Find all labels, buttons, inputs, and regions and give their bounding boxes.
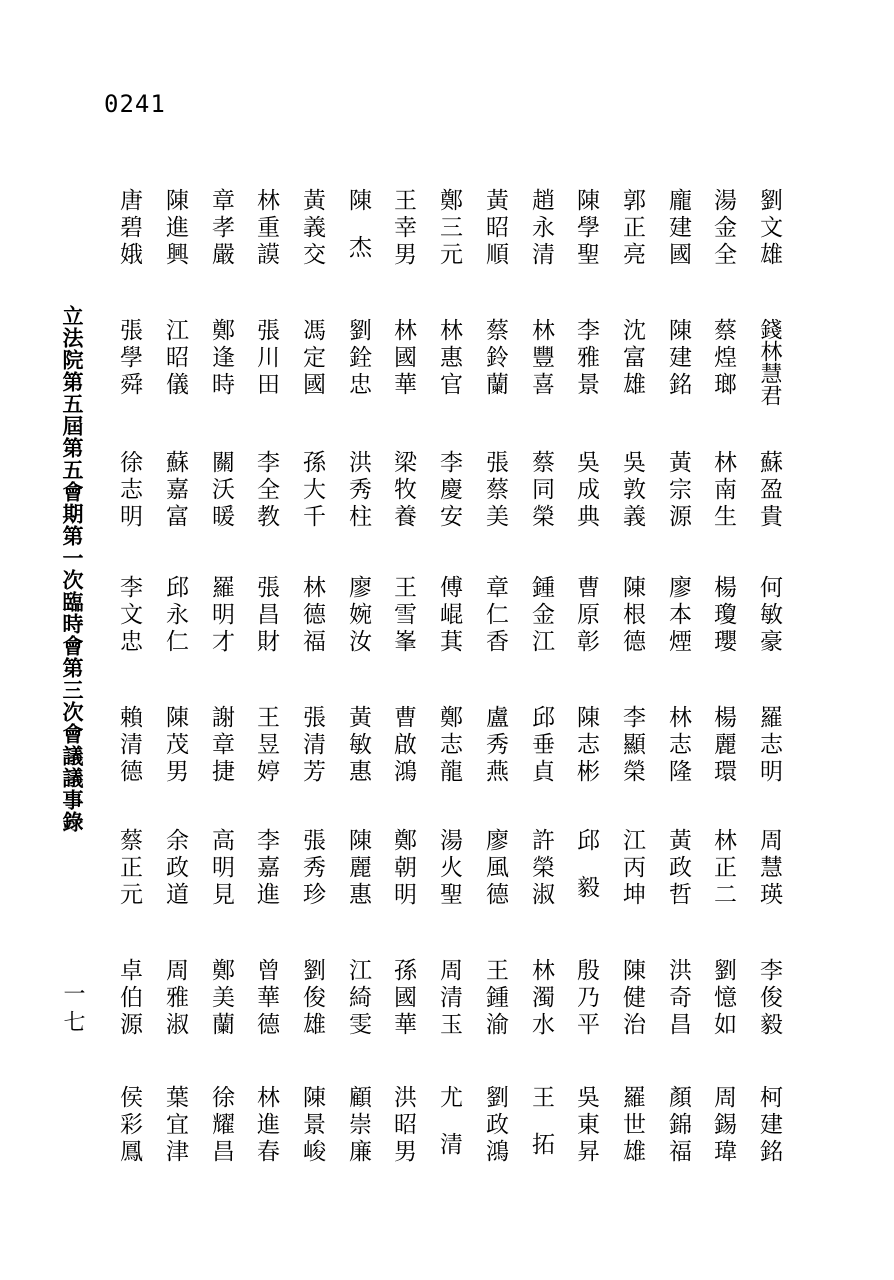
legislator-name: 鄭志龍 [436, 705, 462, 786]
legislator-name: 林志隆 [665, 705, 691, 786]
legislator-name: 李全教 [253, 450, 279, 531]
legislator-name: 王拓 [528, 1085, 554, 1179]
legislator-name: 曹啟鴻 [390, 705, 416, 786]
legislator-name: 林豐喜 [528, 318, 554, 399]
legislator-name: 洪秀柱 [345, 450, 371, 531]
legislator-name: 周清玉 [436, 958, 462, 1039]
legislator-name: 蔡同榮 [528, 450, 554, 531]
legislator-name: 吳東昇 [573, 1085, 599, 1166]
legislator-name: 龐建國 [665, 188, 691, 269]
legislator-name: 陳建銘 [665, 318, 691, 399]
legislator-name: 王幸男 [390, 188, 416, 269]
legislator-name: 江昭儀 [162, 318, 188, 399]
legislator-name: 林南生 [710, 450, 736, 531]
legislator-name: 錢林慧君 [757, 318, 782, 406]
legislator-name: 張秀珍 [299, 828, 325, 909]
legislator-name: 黃義交 [299, 188, 325, 269]
legislator-name: 何敏豪 [756, 575, 782, 656]
legislator-name: 陳麗惠 [345, 828, 371, 909]
legislator-name: 馮定國 [299, 318, 325, 399]
legislator-name: 邱毅 [573, 828, 599, 922]
legislator-name: 侯彩鳳 [116, 1085, 142, 1166]
legislator-name: 李文忠 [116, 575, 142, 656]
legislator-name: 林德福 [299, 575, 325, 656]
legislator-name: 吳敦義 [619, 450, 645, 531]
legislator-name: 蘇盈貴 [756, 450, 782, 531]
legislator-name: 尤清 [436, 1085, 462, 1179]
legislator-name: 羅世雄 [619, 1085, 645, 1166]
legislator-name: 郭正亮 [619, 188, 645, 269]
legislator-name: 劉政鴻 [482, 1085, 508, 1166]
legislator-name: 蔡煌瑯 [710, 318, 736, 399]
legislator-name: 張學舜 [116, 318, 142, 399]
legislator-name: 鄭朝明 [390, 828, 416, 909]
legislator-name: 林濁水 [528, 958, 554, 1039]
legislator-name: 李顯榮 [619, 705, 645, 786]
legislator-name: 陳根德 [619, 575, 645, 656]
legislator-name: 林重謨 [253, 188, 279, 269]
legislator-name: 陳健治 [619, 958, 645, 1039]
legislator-name: 陳進興 [162, 188, 188, 269]
legislator-name: 許榮淑 [528, 828, 554, 909]
legislator-name: 張川田 [253, 318, 279, 399]
legislator-name: 湯火聖 [436, 828, 462, 909]
legislator-name: 蔡正元 [116, 828, 142, 909]
legislator-name: 廖本煙 [665, 575, 691, 656]
legislator-name: 顏錦福 [665, 1085, 691, 1166]
legislator-name: 殷乃平 [573, 958, 599, 1039]
legislator-name: 張蔡美 [482, 450, 508, 531]
legislator-name: 王昱婷 [253, 705, 279, 786]
legislator-name: 余政道 [162, 828, 188, 909]
legislator-name: 黃宗源 [665, 450, 691, 531]
legislator-name: 黃敏惠 [345, 705, 371, 786]
legislator-name: 洪奇昌 [665, 958, 691, 1039]
legislator-name: 張昌財 [253, 575, 279, 656]
legislator-name: 徐耀昌 [208, 1085, 234, 1166]
legislator-name: 陳景峻 [299, 1085, 325, 1166]
legislator-name: 謝章捷 [208, 705, 234, 786]
legislator-name: 洪昭男 [390, 1085, 416, 1166]
legislator-name: 徐志明 [116, 450, 142, 531]
legislator-name: 陳杰 [345, 188, 371, 282]
legislator-name: 廖婉汝 [345, 575, 371, 656]
legislator-name: 楊瓊瓔 [710, 575, 736, 656]
legislator-name: 林進春 [253, 1085, 279, 1166]
legislator-name: 沈富雄 [619, 318, 645, 399]
legislator-name: 柯建銘 [756, 1085, 782, 1166]
page-number: 0241 [104, 90, 166, 118]
legislator-name: 李雅景 [573, 318, 599, 399]
legislator-name: 鍾金江 [528, 575, 554, 656]
legislator-name: 章孝嚴 [208, 188, 234, 269]
legislator-name: 李慶安 [436, 450, 462, 531]
legislator-name: 章仁香 [482, 575, 508, 656]
legislator-name: 孫國華 [390, 958, 416, 1039]
legislator-name: 高明見 [208, 828, 234, 909]
legislator-name: 關沃暖 [208, 450, 234, 531]
legislator-name: 周錫瑋 [710, 1085, 736, 1166]
legislator-name: 江綺雯 [345, 958, 371, 1039]
legislator-name: 顧崇廉 [345, 1085, 371, 1166]
legislator-name: 林惠官 [436, 318, 462, 399]
legislator-name: 劉銓忠 [345, 318, 371, 399]
legislator-name: 曾華德 [253, 958, 279, 1039]
legislator-name: 蘇嘉富 [162, 450, 188, 531]
legislator-name: 楊麗環 [710, 705, 736, 786]
legislator-name: 鄭逢時 [208, 318, 234, 399]
legislator-name: 孫大千 [299, 450, 325, 531]
legislator-name: 卓伯源 [116, 958, 142, 1039]
legislator-name: 葉宜津 [162, 1085, 188, 1166]
legislator-name: 吳成典 [573, 450, 599, 531]
legislator-name: 蔡鈴蘭 [482, 318, 508, 399]
legislator-name: 黃政哲 [665, 828, 691, 909]
legislator-name: 廖風德 [482, 828, 508, 909]
legislator-name: 邱垂貞 [528, 705, 554, 786]
legislator-name: 趙永清 [528, 188, 554, 269]
legislator-name: 林國華 [390, 318, 416, 399]
legislator-name: 李俊毅 [756, 958, 782, 1039]
legislator-name: 周雅淑 [162, 958, 188, 1039]
legislator-name: 王鍾渝 [482, 958, 508, 1039]
legislator-name: 鄭三元 [436, 188, 462, 269]
legislator-name: 曹原彰 [573, 575, 599, 656]
legislator-name: 劉憶如 [710, 958, 736, 1039]
legislator-name: 張清芳 [299, 705, 325, 786]
legislator-name: 江丙坤 [619, 828, 645, 909]
legislator-name: 賴清德 [116, 705, 142, 786]
legislator-name: 林正二 [710, 828, 736, 909]
legislator-name: 羅志明 [756, 705, 782, 786]
legislator-name: 陳學聖 [573, 188, 599, 269]
legislator-name: 羅明才 [208, 575, 234, 656]
legislator-name: 王雪峯 [390, 575, 416, 656]
legislator-name: 梁牧養 [390, 450, 416, 531]
legislator-name: 鄭美蘭 [208, 958, 234, 1039]
legislator-name: 陳志彬 [573, 705, 599, 786]
folio-number: 一七 [60, 982, 85, 1038]
legislator-name: 黃昭順 [482, 188, 508, 269]
legislator-name: 邱永仁 [162, 575, 188, 656]
legislator-name: 劉俊雄 [299, 958, 325, 1039]
side-title: 立法院第五屆第五會期第一次臨時會第三次會議議事錄 [60, 305, 85, 833]
legislator-name: 陳茂男 [162, 705, 188, 786]
legislator-name: 傅崐萁 [436, 575, 462, 656]
legislator-name: 劉文雄 [756, 188, 782, 269]
legislator-name: 唐碧娥 [116, 188, 142, 269]
legislator-name: 湯金全 [710, 188, 736, 269]
legislator-name: 李嘉進 [253, 828, 279, 909]
legislator-name: 盧秀燕 [482, 705, 508, 786]
legislator-name: 周慧瑛 [756, 828, 782, 909]
